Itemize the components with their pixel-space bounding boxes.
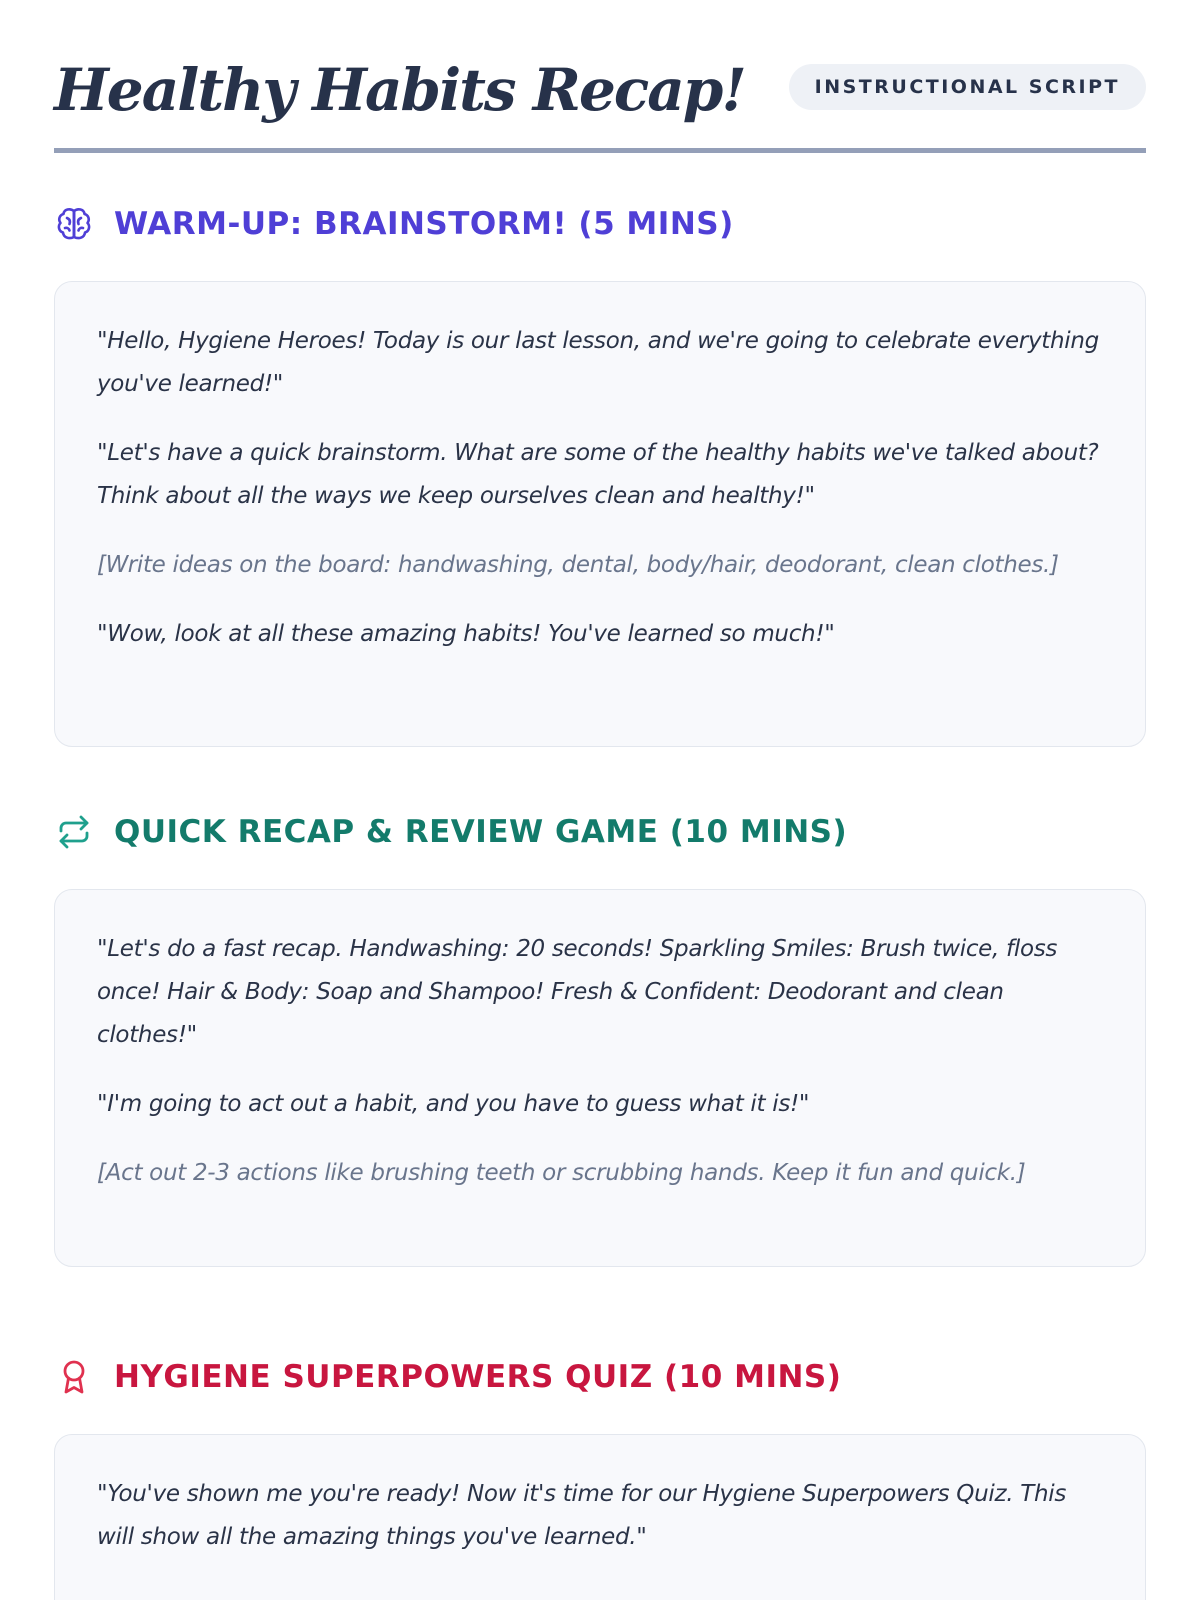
brain-icon xyxy=(54,204,94,244)
section-warm-up-card xyxy=(54,281,1146,747)
section-quiz-card xyxy=(54,1434,1146,1600)
script-line: "Wow, look at all these amazing habits! You've learned so much!" xyxy=(97,621,835,647)
script-line: "Let's have a quick brainstorm. What are some of the healthy habits we've talked about? Think about all the ways we keep ourselves clean and healthy!" xyxy=(97,440,1099,509)
award-ribbon-icon xyxy=(54,1357,94,1397)
section-quiz-header xyxy=(54,1352,1146,1402)
script-line: "You've shown me you're ready! Now it's time for our Hygiene Superpowers Quiz. This will show all the amazing things you've learned." xyxy=(97,1481,1067,1550)
stage-direction: [Act out 2-3 actions like brushing teeth or scrubbing hands. Keep it fun and quick.] xyxy=(97,1160,1026,1186)
section-warm-up-header xyxy=(54,199,1146,249)
script-line: "Hello, Hygiene Heroes! Today is our last lesson, and we're going to celebrate everything you've learned!" xyxy=(97,328,1099,397)
repeat-icon xyxy=(54,812,94,852)
header-divider xyxy=(54,148,1146,153)
lesson-script-page xyxy=(54,0,1146,1600)
section-recap-header xyxy=(54,807,1146,857)
script-line: "I'm going to act out a habit, and you have to guess what it is!" xyxy=(97,1091,810,1117)
section-warm-up-title: WARM-UP: BRAINSTORM! (5 MINS) xyxy=(114,206,734,242)
section-recap-card xyxy=(54,889,1146,1267)
page-title: Healthy Habits Recap! xyxy=(54,56,745,124)
stage-direction: [Write ideas on the board: handwashing, dental, body/hair, deodorant, clean clothes.] xyxy=(97,552,1059,578)
section-quiz-title: HYGIENE SUPERPOWERS QUIZ (10 MINS) xyxy=(114,1359,842,1395)
script-line: "Let's do a fast recap. Handwashing: 20 seconds! Sparkling Smiles: Brush twice, floss once! Hair & Body: Soap and Shampoo! Fresh & Confident: Deodorant and clean clothes!" xyxy=(97,936,1058,1048)
section-recap-title: QUICK RECAP & REVIEW GAME (10 MINS) xyxy=(114,814,848,850)
page-header xyxy=(54,50,1146,130)
script-type-badge: INSTRUCTIONAL SCRIPT xyxy=(789,64,1146,110)
